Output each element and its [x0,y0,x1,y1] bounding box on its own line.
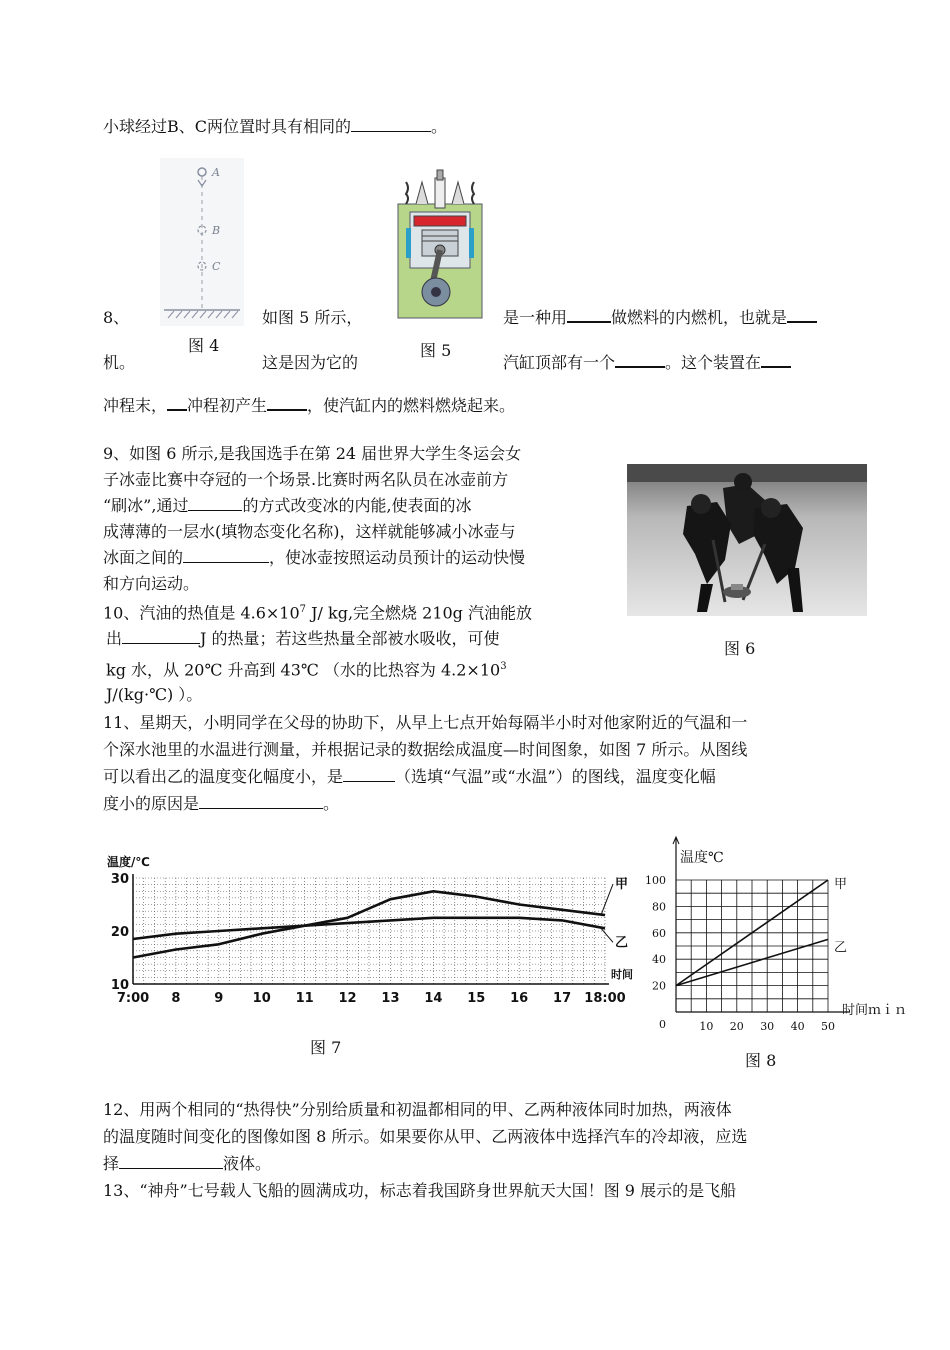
q12-text-3a: 择 [103,1154,120,1173]
y-tick-label: 60 [652,926,666,940]
x-tick-label: 12 [338,991,357,1006]
x-tick-label: 15 [467,991,486,1006]
figure-8-caption: 图 8 [745,1051,777,1070]
q11-blank-curve[interactable] [343,767,395,782]
q10-text-1b: J/ kg,完全燃烧 210g 汽油能放 [306,603,533,623]
q9-text-3b: 的方式改变冰的内能,使表面的冰 [242,496,472,515]
q9-line1: 9、如图 6 所示,是我国选手在第 24 届世界大学生冬运会女 [103,444,522,463]
q12-text-3b: 液体。 [223,1154,272,1173]
q8-line3 [103,395,515,417]
q12-line1: 12、用两个相同的“热得快”分别给质量和初温都相同的甲、乙两种液体同时加热，两液体 [103,1100,732,1119]
figure-8-chart [645,836,928,1033]
q10-line2 [106,628,500,650]
q8-blank-spark[interactable] [267,395,307,411]
label-a: A [212,166,220,179]
y-tick-label: 0 [659,1018,666,1031]
q8-blank-device[interactable] [615,352,665,368]
q10-text-2b: J 的热量；若这些热量全部被水吸收，可使 [200,629,500,648]
series-label: 乙 [834,940,848,956]
x-tick-label: 10 [252,991,271,1006]
q8-blank-engine[interactable] [787,307,817,323]
q8-text-h: 冲程末， [103,396,168,415]
q9-text-5b: ，使冰壶按照运动员预计的运动快慢 [269,548,526,567]
figure-5-engine [392,168,488,320]
figure-6-curling-photo [627,464,867,616]
q11-text-3a: 可以看出乙的温度变化幅度小，是 [103,767,344,786]
q9-line2: 子冰壶比赛中夺冠的一个场景.比赛时两名队员在冰壶前方 [103,470,509,489]
q8-text-a: 如图 5 所示， [262,308,363,327]
answer-blank[interactable] [351,117,431,132]
figure-5-caption: 图 5 [420,341,452,360]
q8-text-g: 。这个装置在 [665,353,762,372]
figure-7-caption: 图 7 [310,1038,342,1057]
series-label: 甲 [834,877,848,892]
q9-line4: 成薄薄的一层水(填物态变化名称)，这样就能够减小冰壶与 [103,522,516,541]
x-tick-label: 9 [214,991,224,1006]
y-axis-label: 温度℃ [680,850,724,866]
y-tick-label: 30 [110,872,129,887]
q8-number: 8、 [103,308,130,327]
series-label: 乙 [615,935,629,951]
x-tick-label: 13 [381,991,400,1006]
q13-line1: 13、“神舟”七号载人飞船的圆满成功，标志着我国跻身世界航天大国！图 9 展示的是飞船 [103,1181,737,1200]
figure-6-caption: 图 6 [724,639,756,658]
x-axis-label: 时间ｍｉｎ [842,1003,908,1018]
figure-4-caption: 图 4 [188,336,220,355]
q12-line3 [103,1153,271,1175]
x-tick-label: 11 [295,991,314,1006]
q7-tail-line [103,116,447,138]
q8-text-e: 这是因为它的 [262,353,359,372]
q9-line6: 和方向运动。 [103,574,200,593]
y-tick-label: 20 [110,925,129,940]
series-label-leader [601,884,613,915]
x-tick-label: 30 [760,1020,775,1033]
q7-tail-text: 小球经过B、C两位置时具有相同的 [103,117,352,136]
x-tick-label: 20 [729,1020,744,1033]
x-tick-label: 40 [790,1020,805,1033]
label-b: B [212,224,221,237]
q8-text-d: 机。 [103,353,136,372]
q10-line4: J/(kg·℃) ）。 [106,685,203,704]
q10-blank-heat[interactable] [122,629,200,644]
series-label-leader [601,928,613,942]
q7-tail-end: 。 [431,117,448,136]
q8-blank-stroke2[interactable] [167,395,187,411]
q11-blank-reason[interactable] [199,794,323,809]
q10-line3 [106,656,507,681]
q8-text-j: ，使汽缸内的燃料燃烧起来。 [307,396,516,415]
q9-line5 [103,547,525,569]
q8-text-c: 做燃料的内燃机，也就是 [611,308,788,327]
figure-4-falling-ball [160,158,244,326]
q8-line1 [503,305,817,328]
q10-sup-3: 3 [500,661,507,672]
q9-line3 [103,495,472,517]
q9-blank-friction[interactable] [183,548,269,563]
q11-line2: 个深水池里的水温进行测量，并根据记录的数据绘成温度—时间图象，如图 7 所示。从图线 [103,740,748,759]
x-axis-label: 时间 [611,968,633,981]
x-tick-label: 10 [699,1020,714,1033]
x-tick-label: 18:00 [584,991,626,1006]
x-tick-label: 16 [510,991,529,1006]
q10-text-1a: 10、汽油的热值是 4.6×10 [103,603,300,623]
q11-text-3b: （选填“气温”或“水温”）的图线，温度变化幅 [395,767,716,786]
q11-line4 [103,793,339,815]
y-axis-label: 温度/℃ [107,855,150,869]
q10-line1 [103,599,532,624]
q8-blank-fuel[interactable] [567,307,611,323]
q8-blank-stroke1[interactable] [761,352,791,368]
series-label: 甲 [615,877,629,892]
q8-text-f: 汽缸顶部有一个 [503,353,616,372]
q10-text-3: kg 水，从 20℃ 升高到 43℃ （水的比热容为 4.2×10 [106,660,501,680]
y-tick-label: 100 [645,874,666,887]
q9-blank-method[interactable] [188,496,242,511]
x-tick-label: 7:00 [116,991,150,1006]
q9-text-3a: “刷冰”,通过 [103,496,189,515]
q12-blank-liquid[interactable] [119,1154,223,1169]
y-tick-label: 10 [110,978,129,993]
q11-line3 [103,766,716,788]
y-tick-label: 20 [652,979,666,993]
y-tick-label: 40 [652,953,666,967]
q11-text-4b: 。 [323,794,340,813]
x-tick-label: 17 [553,991,572,1006]
q11-line1: 11、星期天，小明同学在父母的协助下，从早上七点开始每隔半小时对他家附近的气温和一 [103,713,748,732]
q10-sup-7: 7 [299,604,307,615]
q12-line2: 的温度随时间变化的图像如图 8 所示。如果要你从甲、乙两液体中选择汽车的冷却液，应选 [103,1127,748,1146]
q8-text-i: 冲程初产生 [187,396,268,415]
q11-text-4a: 度小的原因是 [103,794,200,813]
figure-7-chart [105,852,645,1038]
label-c: C [212,260,221,273]
x-tick-label: 50 [821,1020,835,1033]
q8-line2 [503,350,791,373]
x-tick-label: 8 [171,991,181,1006]
q8-text-b: 是一种用 [503,308,568,327]
q9-text-5a: 冰面之间的 [103,548,184,567]
q10-text-2a: 出 [106,629,123,648]
y-tick-label: 80 [652,900,666,914]
x-tick-label: 14 [424,991,443,1006]
